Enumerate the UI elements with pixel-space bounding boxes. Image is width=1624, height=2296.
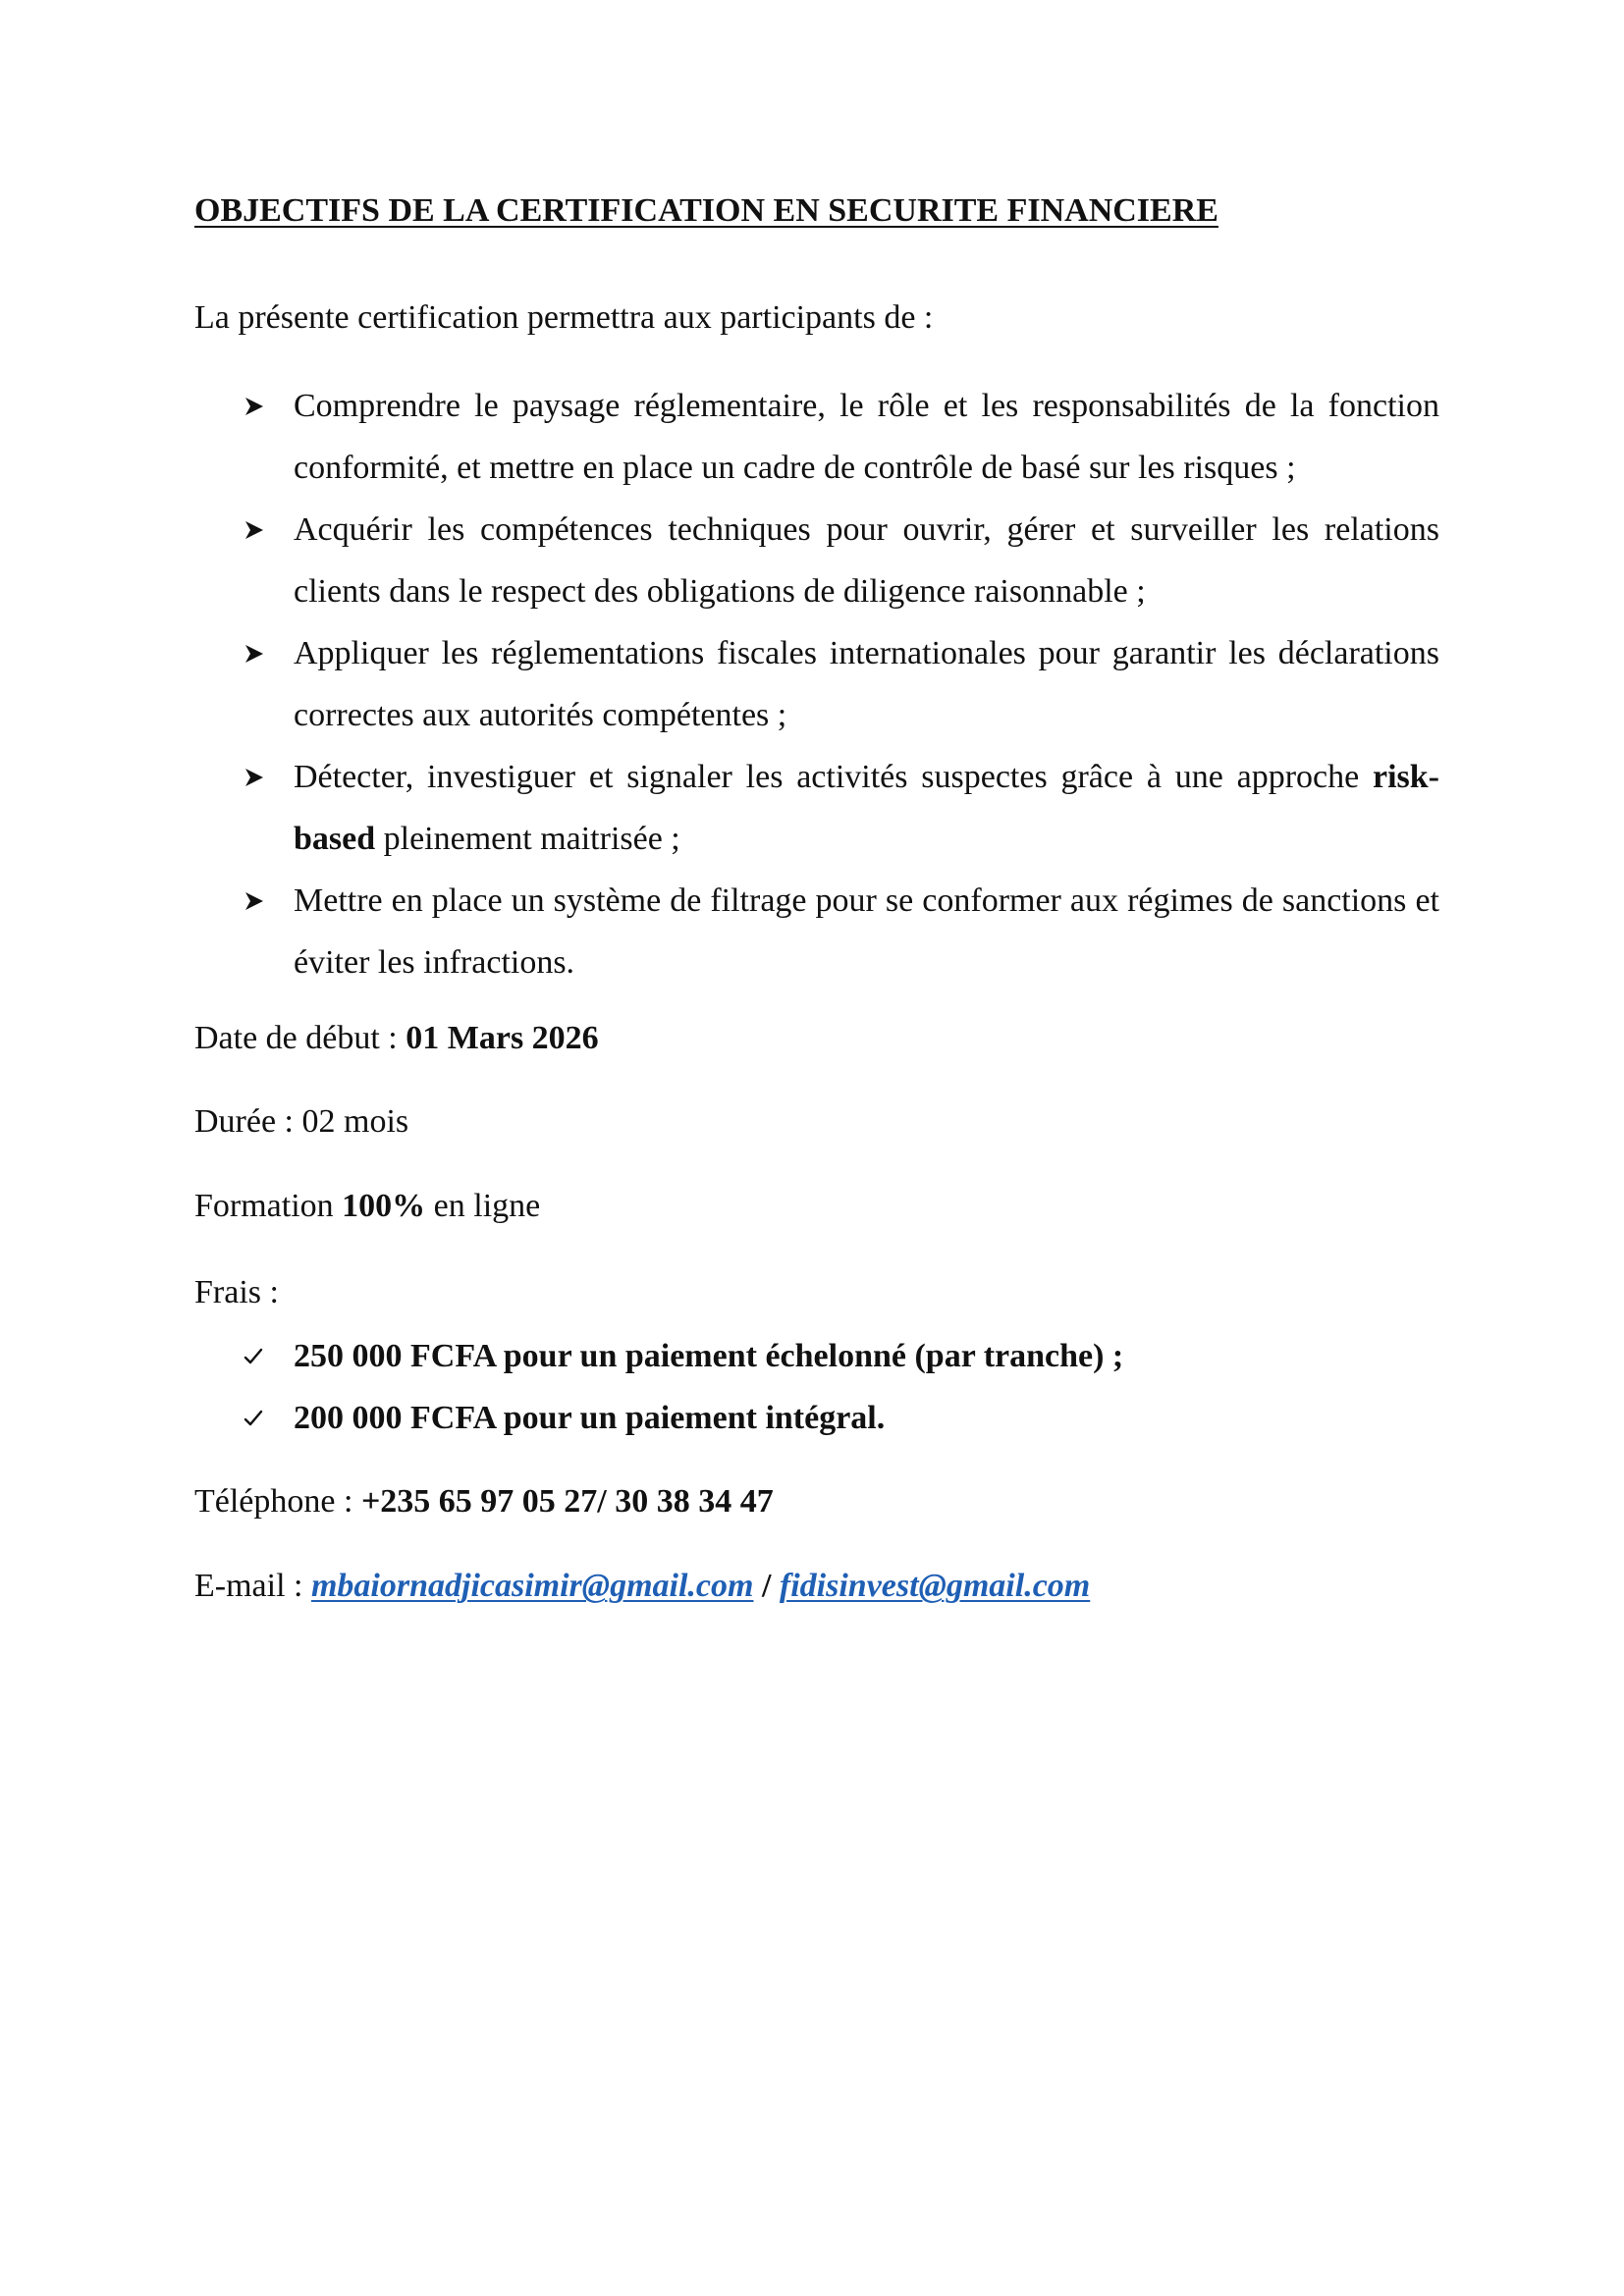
objective-text-end: pleinement maitrisée ; xyxy=(375,821,680,857)
arrow-bullet-icon xyxy=(244,870,267,932)
objectives-list xyxy=(194,375,1439,993)
arrow-bullet-icon xyxy=(244,499,267,561)
fee-item xyxy=(194,1387,1439,1449)
objective-item xyxy=(194,622,1439,746)
email-separator: / xyxy=(753,1568,780,1604)
objective-item xyxy=(194,746,1439,870)
checkmark-icon xyxy=(244,1387,265,1449)
format-prefix: Formation xyxy=(194,1188,343,1224)
training-format xyxy=(194,1188,540,1225)
objective-text: Acquérir les compétences techniques pour ouvrir, gérer et surveiller les relations clients dans le respect des obligations de diligence raisonnable ; xyxy=(294,511,1439,610)
fees-list xyxy=(194,1325,1439,1449)
duration: Durée : 02 mois xyxy=(194,1103,409,1140)
fee-text: 250 000 FCFA pour un paiement échelonné (par tranche) ; xyxy=(294,1338,1124,1374)
start-date-label: Date de début : xyxy=(194,1020,406,1056)
phone-label: Téléphone : xyxy=(194,1483,361,1520)
format-value: 100% xyxy=(342,1188,426,1224)
arrow-bullet-icon xyxy=(244,375,267,437)
email-link-secondary[interactable]: fidisinvest@gmail.com xyxy=(779,1568,1091,1604)
checkmark-icon xyxy=(244,1325,265,1387)
document-title: OBJECTIFS DE LA CERTIFICATION EN SECURITE FINANCIERE xyxy=(194,192,1218,229)
email-label: E-mail : xyxy=(194,1568,311,1604)
email-line xyxy=(194,1568,1090,1605)
objective-item xyxy=(194,870,1439,993)
arrow-bullet-icon xyxy=(244,622,267,684)
start-date-value: 01 Mars 2026 xyxy=(406,1020,599,1056)
objective-item xyxy=(194,499,1439,622)
phone-value: +235 65 97 05 27/ 30 38 34 47 xyxy=(360,1483,774,1520)
email-link-primary[interactable]: mbaiornadjicasimir@gmail.com xyxy=(310,1568,754,1604)
fee-item xyxy=(194,1325,1439,1387)
format-suffix: en ligne xyxy=(425,1188,541,1224)
objective-text: Comprendre le paysage réglementaire, le rôle et les responsabilités de la fonction conformité, et mettre en place un cadre de contrôle de basé sur les risques ; xyxy=(294,388,1439,486)
fees-label: Frais : xyxy=(194,1274,279,1310)
objective-item xyxy=(194,375,1439,499)
arrow-bullet-icon xyxy=(244,746,267,808)
objective-text: Détecter, investiguer et signaler les activités suspectes grâce à une approche xyxy=(294,759,1373,795)
objective-text: Mettre en place un système de filtrage pour se conformer aux régimes de sanctions et éviter les infractions. xyxy=(294,882,1439,981)
risk-based-emphasis: risk-based xyxy=(294,759,1439,857)
fee-text: 200 000 FCFA pour un paiement intégral. xyxy=(294,1400,886,1436)
objective-text: Appliquer les réglementations fiscales internationales pour garantir les déclarations correctes aux autorités compétentes ; xyxy=(294,635,1439,733)
intro-text: La présente certification permettra aux participants de : xyxy=(194,299,934,336)
phone-line xyxy=(194,1483,774,1521)
start-date xyxy=(194,1020,599,1057)
